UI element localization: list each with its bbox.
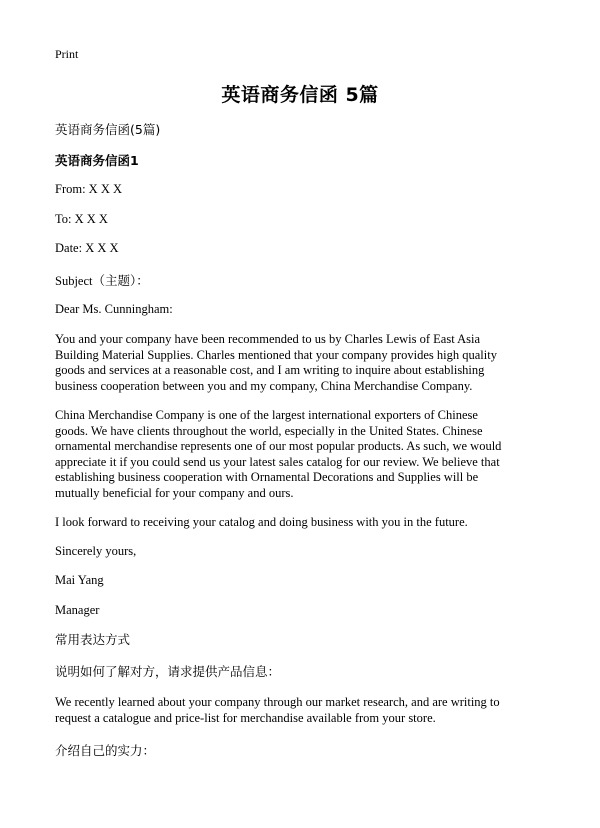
paragraph-3: I look forward to receiving your catalog and doing business with you in the future.	[55, 515, 468, 529]
closing: Sincerely yours,	[55, 544, 137, 558]
paragraph-4-line: request a catalogue and price-list for merchandise available from your store.	[55, 710, 436, 725]
paragraph-1-line: goods and services at a reasonable cost, and I am writing to inquire about establishing	[55, 363, 485, 377]
paragraph-2-line: establishing business cooperation with Ornamental Decorations and Supplies will be	[55, 470, 479, 484]
section-heading: 常用表达方式	[55, 632, 131, 647]
document-subtitle: 英语商务信函(5篇)	[55, 122, 161, 137]
paragraph-2-line: goods. We have clients throughout the world, especially in the United States. Chinese	[55, 423, 483, 438]
signer-title: Manager	[55, 603, 100, 617]
paragraph-1-line: You and your company have been recommended to us by Charles Lewis of East Asia	[55, 332, 481, 346]
paragraph-4	[55, 695, 545, 726]
date-line: Date: X X X	[55, 241, 119, 255]
expression-1-heading: 说明如何了解对方，请求提供产品信息：	[55, 664, 281, 679]
print-label[interactable]: Print	[55, 47, 79, 61]
signer-name: Mai Yang	[55, 573, 104, 587]
from-line: From: X X X	[55, 182, 123, 196]
to-line: To: X X X	[55, 212, 108, 226]
letter-heading: 英语商务信函1	[55, 153, 139, 168]
paragraph-2-line: China Merchandise Company is one of the largest international exporters of Chinese	[55, 408, 478, 422]
expression-2-heading: 介绍自己的实力：	[55, 743, 156, 758]
paragraph-4-line: We recently learned about your company through our market research, and are writing to	[55, 695, 500, 709]
paragraph-2-line: appreciate it if you could send us your latest sales catalog for our review. We believe that	[55, 454, 500, 469]
paragraph-2-line: mutually beneficial for your company and ours.	[55, 485, 294, 500]
paragraph-1-line: business cooperation between you and my company, China Merchandise Company.	[55, 378, 473, 393]
salutation: Dear Ms. Cunningham:	[55, 302, 173, 316]
paragraph-1-line: Building Material Supplies. Charles mentioned that your company provides high quality	[55, 347, 497, 362]
paragraph-1	[55, 332, 545, 394]
subject-line: Subject（主题）：	[55, 274, 149, 288]
document-title: 英语商务信函 5篇	[221, 84, 379, 106]
paragraph-2-line: ornamental merchandise represents one of our most popular products. As such, we would	[55, 439, 502, 453]
paragraph-2	[55, 408, 545, 501]
